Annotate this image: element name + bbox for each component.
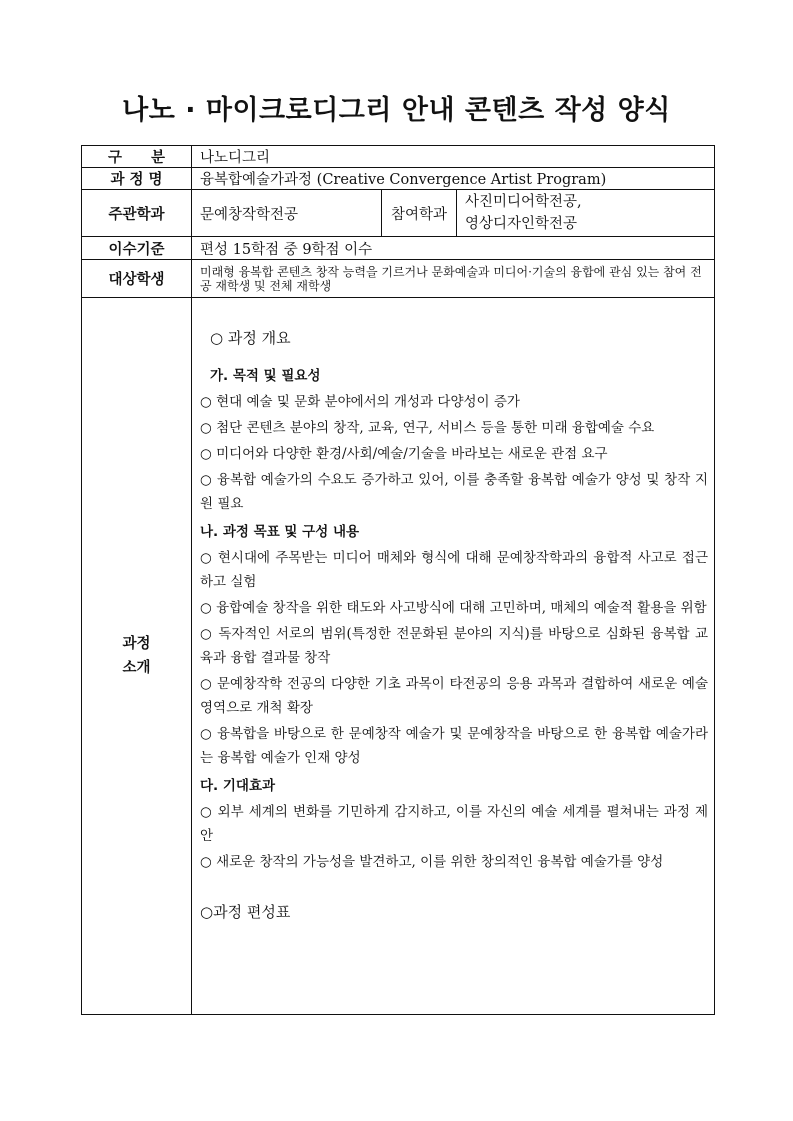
section-c-item: ○ 외부 세계의 변화를 기민하게 감지하고, 이를 자신의 예술 세계를 펼쳐내는 과정 제안 [200,804,708,844]
section-b-item: ○ 독자적인 서로의 범위(특정한 전문화된 분야의 지식)를 바탕으로 심화된 융복합 교육과 융합 결과물 창작 [200,626,708,666]
section-c-heading: 다. 기대효과 [200,778,276,794]
participating-dept-line1: 사진미디어학전공, [465,194,582,210]
row-introduction [82,298,715,1015]
course-info-table [81,145,715,1015]
section-b-item: ○ 문예창작학 전공의 다양한 기초 과목이 타전공의 응용 과목과 결합하여 새로운 예술 영역으로 개척 확장 [200,676,708,716]
introduction-content [192,298,715,1015]
overview-heading: ○ 과정 개요 [210,329,291,347]
row-category [82,146,715,168]
participating-dept-value [457,190,715,237]
section-a-item: ○ 미디어와 다양한 환경/사회/예술/기술을 바라보는 새로운 관점 요구 [200,446,608,462]
page-title: 나노 · 마이크로디그리 안내 콘텐츠 작성 양식 [122,95,671,126]
row-departments [82,190,715,237]
target-value: 미래형 융복합 콘텐츠 창작 능력을 기르거나 문화예술과 미디어·기술의 융합에 관심 있는 참여 전공 재학생 및 전체 재학생 [192,260,715,298]
section-b-item: ○ 융합예술 창작을 위한 태도와 사고방식에 대해 고민하며, 매체의 예술적 활용을 위함 [200,600,707,616]
completion-value: 편성 15학점 중 9학점 이수 [192,237,715,260]
row-course-name [82,168,715,190]
participating-dept-label: 참여학과 [382,190,457,237]
section-a-heading: 가. 목적 및 필요성 [210,368,321,384]
section-b-heading: 나. 과정 목표 및 구성 내용 [200,524,360,540]
section-a-item: ○ 현대 예술 및 문화 분야에서의 개성과 다양성이 증가 [200,394,520,410]
host-dept-label: 주관학과 [82,190,192,237]
section-a-item: ○ 첨단 콘텐츠 분야의 창작, 교육, 연구, 서비스 등을 통한 미래 융합예술 수요 [200,420,655,436]
target-label: 대상학생 [82,260,192,298]
row-target [82,260,715,298]
introduction-label [82,298,192,1015]
section-a-item: ○ 융복합 예술가의 수요도 증가하고 있어, 이를 충족할 융복합 예술가 양성 및 창작 지원 필요 [200,472,708,512]
course-name-value: 융복합예술가과정 (Creative Convergence Artist Program) [192,168,715,190]
participating-dept-line2: 영상디자인학전공 [465,216,578,232]
completion-label: 이수기준 [82,237,192,260]
category-value: 나노디그리 [192,146,715,168]
schedule-heading: ○과정 편성표 [200,903,291,921]
course-name-label: 과 정 명 [82,168,192,190]
row-completion [82,237,715,260]
section-b-item: ○ 융복합을 바탕으로 한 문예창작 예술가 및 문예창작을 바탕으로 한 융복합 예술가라는 융복합 예술가 인재 양성 [200,726,708,766]
host-dept-value: 문예창작학전공 [192,190,382,237]
section-c-item: ○ 새로운 창작의 가능성을 발견하고, 이를 위한 창의적인 융복합 예술가를 양성 [200,854,664,870]
category-label: 구 분 [82,146,192,168]
section-b-item: ○ 현시대에 주목받는 미디어 매체와 형식에 대해 문예창작학과의 융합적 사고로 접근하고 실험 [200,550,708,590]
introduction-label-line1: 과정 [122,636,151,652]
introduction-label-line2: 소개 [122,660,151,676]
